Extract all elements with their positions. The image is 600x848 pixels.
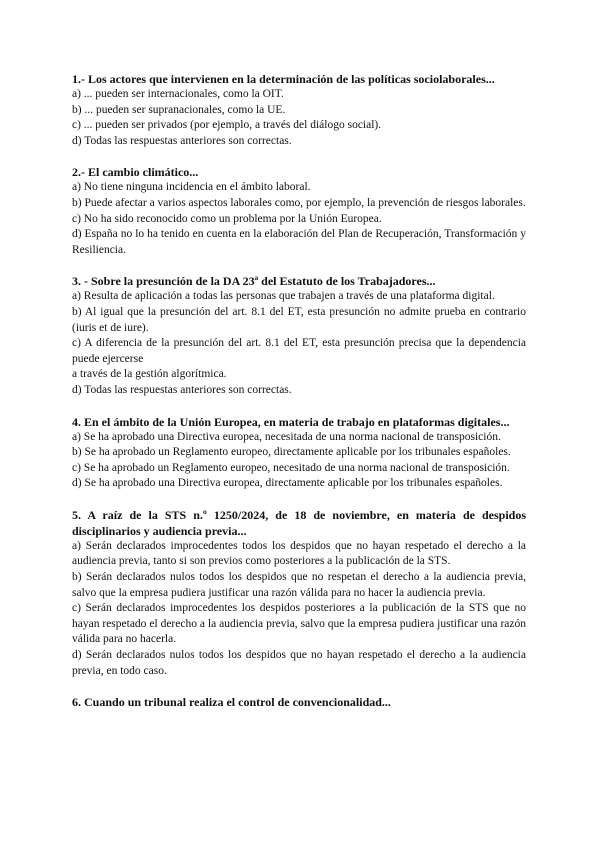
answer-option: c) A diferencia de la presunción del art. 8.1 del ET, esta presunción precisa que la dependencia puede ejercerse [72,337,526,365]
answer-option: a) Se ha aprobado una Directiva europea, necesitada de una norma nacional de transposición. [72,430,501,443]
question-title: 6. Cuando un tribunal realiza el control de convencionalidad... [72,695,391,710]
question-4 [72,414,526,492]
answer-option: b) ... pueden ser supranacionales, como la UE. [72,103,286,116]
question-title: 5. A raíz de la STS n.º 1250/2024, de 18 de noviembre, en materia de despidos disciplinarios y audiencia previa... [72,507,526,538]
answer-option: a) ... pueden ser internacionales, como la OIT. [72,88,284,100]
answer-option: c) Se ha aprobado un Reglamento europeo, necesitado de una norma nacional de transposición. [72,461,510,474]
question-3 [72,273,526,398]
question-5 [72,507,526,679]
answer-option: d) Serán declarados nulos todos los despidos que no hayan respetado el derecho a la audiencia previa, en todo caso. [72,649,526,677]
answer-option: a) No tiene ninguna incidencia en el ámbito laboral. [72,181,311,194]
question-title: 4. En el ámbito de la Unión Europea, en materia de trabajo en plataformas digitales... [72,414,510,429]
answer-option: b) Se ha aprobado un Reglamento europeo, directamente aplicable por los tribunales españoles. [72,446,511,459]
answer-option-continuation: a través de la gestión algorítmica. [72,368,227,381]
answer-option: a) Serán declarados improcedentes todos los despidos que no hayan respetado el derecho a la audiencia previa, tanto si son previos como posteriores a la publicación de la STS. [72,539,526,568]
question-2 [72,164,526,258]
question-6 [72,694,526,710]
answer-option: c) Serán declarados improcedentes los despidos posteriores a la publicación de la STS que no hayan respetado el derecho a la audiencia previa, salvo que la empresa pudiera justificar una razón válida para no hacerla. [72,602,526,646]
question-1 [72,71,526,149]
answer-option: d) Todas las respuestas anteriores son correctas. [72,134,292,147]
question-title: 1.- Los actores que intervienen en la determinación de las políticas sociolaborales... [72,72,495,86]
question-title: 3. - Sobre la presunción de la DA 23ª del Estatuto de los Trabajadores... [72,274,436,289]
answer-option: d) España no lo ha tenido en cuenta en la elaboración del Plan de Recuperación, Transformación y Resiliencia. [72,228,526,256]
answer-option: a) Resulta de aplicación a todas las personas que trabajen a través de una plataforma digital. [72,290,495,303]
answer-option: b) Serán declarados nulos todos los despidos que no respetan el derecho a la audiencia previa, salvo que la empresa pudiera justificar una razón válida para no hacer la audiencia previa. [72,571,526,599]
answer-option: b) Al igual que la presunción del art. 8.1 del ET, esta presunción no admite prueba en contrario (iuris et de iure). [72,305,526,334]
answer-option: b) Puede afectar a varios aspectos laborales como, por ejemplo, la prevención de riesgos laborales. [72,196,526,209]
answer-option: c) No ha sido reconocido como un problema por la Unión Europea. [72,212,382,225]
question-title: 2.- El cambio climático... [72,165,199,180]
answer-option: d) Todas las respuestas anteriores son correctas. [72,383,292,396]
answer-option: d) Se ha aprobado una Directiva europea, directamente aplicable por los tribunales españoles. [72,477,503,490]
exam-page [72,71,526,725]
answer-option: c) ... pueden ser privados (por ejemplo, a través del diálogo social). [72,119,382,132]
